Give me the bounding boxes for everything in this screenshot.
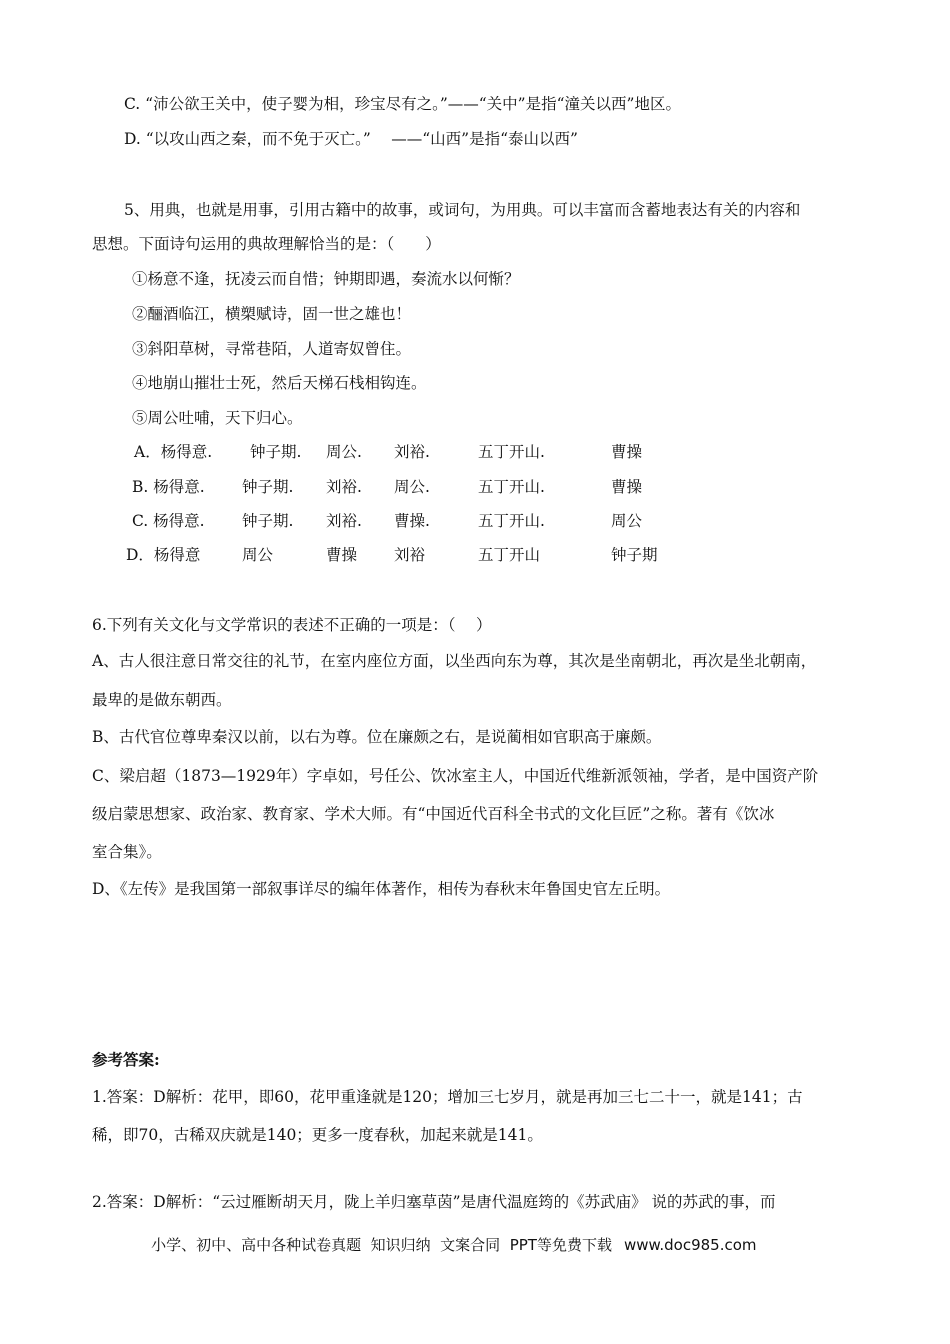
q5-choice-a	[0, 442, 950, 462]
q5-item: ①杨意不逢，抚凌云而自惜；钟期即遇，奏流水以何惭？	[132, 270, 520, 288]
q5-choice-cell: 钟子期.	[242, 478, 294, 496]
footer-url-link[interactable]: www.doc985.com	[623, 1236, 757, 1254]
q5-choice-cell: 五丁开山.	[478, 443, 545, 461]
q5-choice-cell: 刘裕.	[326, 512, 362, 530]
q6-option-c-line2: 级启蒙思想家、政治家、教育家、学术大师。有“中国近代百科全书式的文化巨匠”之称。著有《饮冰	[92, 805, 775, 823]
q5-choice-cell: 刘裕.	[326, 478, 362, 496]
q5-choice-cell: D．杨得意	[126, 546, 201, 564]
q5-choice-d	[0, 545, 950, 565]
q5-choice-cell: 周公	[242, 546, 274, 564]
q5-choice-cell: C. 杨得意.	[132, 512, 205, 530]
q5-item: ③斜阳草树，寻常巷陌，人道寄奴曾住。	[132, 340, 412, 358]
q5-choice-cell: 刘裕	[394, 546, 426, 564]
q6-option-b: B、古代官位尊卑秦汉以前，以右为尊。位在廉颇之右，是说蔺相如官职高于廉颇。	[92, 728, 662, 746]
q5-choice-cell: A．杨得意.	[134, 443, 213, 461]
answers-heading: 参考答案:	[92, 1050, 160, 1069]
q6-option-c-line3: 室合集》。	[92, 843, 162, 861]
q5-choice-c	[0, 511, 950, 531]
answer-2-line1: 2.答案：D解析：“云过雁断胡天月，陇上羊归塞草茵”是唐代温庭筠的《苏武庙》 说的苏武的事，而	[92, 1193, 776, 1211]
q5-choice-cell: 曹操	[611, 478, 643, 496]
q5-item: ④地崩山摧壮士死，然后天梯石栈相钩连。	[132, 374, 427, 392]
q5-choice-cell: 曹操.	[394, 512, 430, 530]
q5-choice-cell: 五丁开山.	[478, 478, 545, 496]
q5-item: ②酾酒临江，横槊赋诗，固一世之雄也！	[132, 305, 412, 323]
q4-option-c: C. “沛公欲王关中，使子婴为相，珍宝尽有之。”——“关中”是指“潼关以西”地区。	[124, 95, 681, 113]
q5-choice-cell: 钟子期	[611, 546, 658, 564]
q5-choice-cell: B. 杨得意.	[132, 478, 205, 496]
q5-choice-cell: 周公	[611, 512, 643, 530]
q6-stem: 6.下列有关文化与文学常识的表述不正确的一项是：（ ）	[92, 616, 492, 634]
q6-option-a-line1: A、古人很注意日常交往的礼节，在室内座位方面，以坐西向东为尊，其次是坐南朝北，再次是坐北朝南，	[92, 652, 817, 670]
q5-choice-cell: 五丁开山	[478, 546, 541, 564]
q4-option-d: D. “以攻山西之秦，而不免于灭亡。” ——“山西”是指“泰山以西”	[124, 130, 578, 148]
q6-option-a-line2: 最卑的是做东朝西。	[92, 691, 232, 709]
q5-choice-cell: 钟子期.	[250, 443, 302, 461]
q5-choice-b	[0, 477, 950, 497]
answer-1-line1: 1.答案：D解析：花甲，即60，花甲重逢就是120；增加三七岁月，就是再加三七二十一，就是141；古	[92, 1088, 803, 1106]
answer-1-line2: 稀，即70，古稀双庆就是140；更多一度春秋，加起来就是141。	[92, 1126, 543, 1144]
q5-choice-cell: 周公.	[326, 443, 362, 461]
q5-choice-cell: 周公.	[394, 478, 430, 496]
q6-option-d: D、《左传》是我国第一部叙事详尽的编年体著作，相传为春秋末年鲁国史官左丘明。	[92, 880, 671, 898]
q6-option-c-line1: C、梁启超（1873—1929年）字卓如，号任公、饮冰室主人，中国近代维新派领袖，学者，是中国资产阶	[92, 767, 819, 785]
q5-choice-cell: 钟子期.	[242, 512, 294, 530]
q5-stem-line2: 思想。下面诗句运用的典故理解恰当的是：（ ）	[92, 235, 441, 253]
page-footer	[132, 1216, 757, 1273]
q5-choice-cell: 曹操	[326, 546, 358, 564]
q5-choice-cell: 曹操	[611, 443, 643, 461]
footer-text: 小学、初中、高中各种试卷真题 知识归纳 文案合同 PPT等免费下载	[151, 1236, 612, 1254]
q5-choice-cell: 刘裕.	[394, 443, 430, 461]
q5-choice-cell: 五丁开山.	[478, 512, 545, 530]
q5-stem-line1: 5、用典，也就是用事，引用古籍中的故事，或词句，为用典。可以丰富而含蓄地表达有关的内容和	[124, 201, 801, 219]
q5-item: ⑤周公吐哺，天下归心。	[132, 409, 303, 427]
